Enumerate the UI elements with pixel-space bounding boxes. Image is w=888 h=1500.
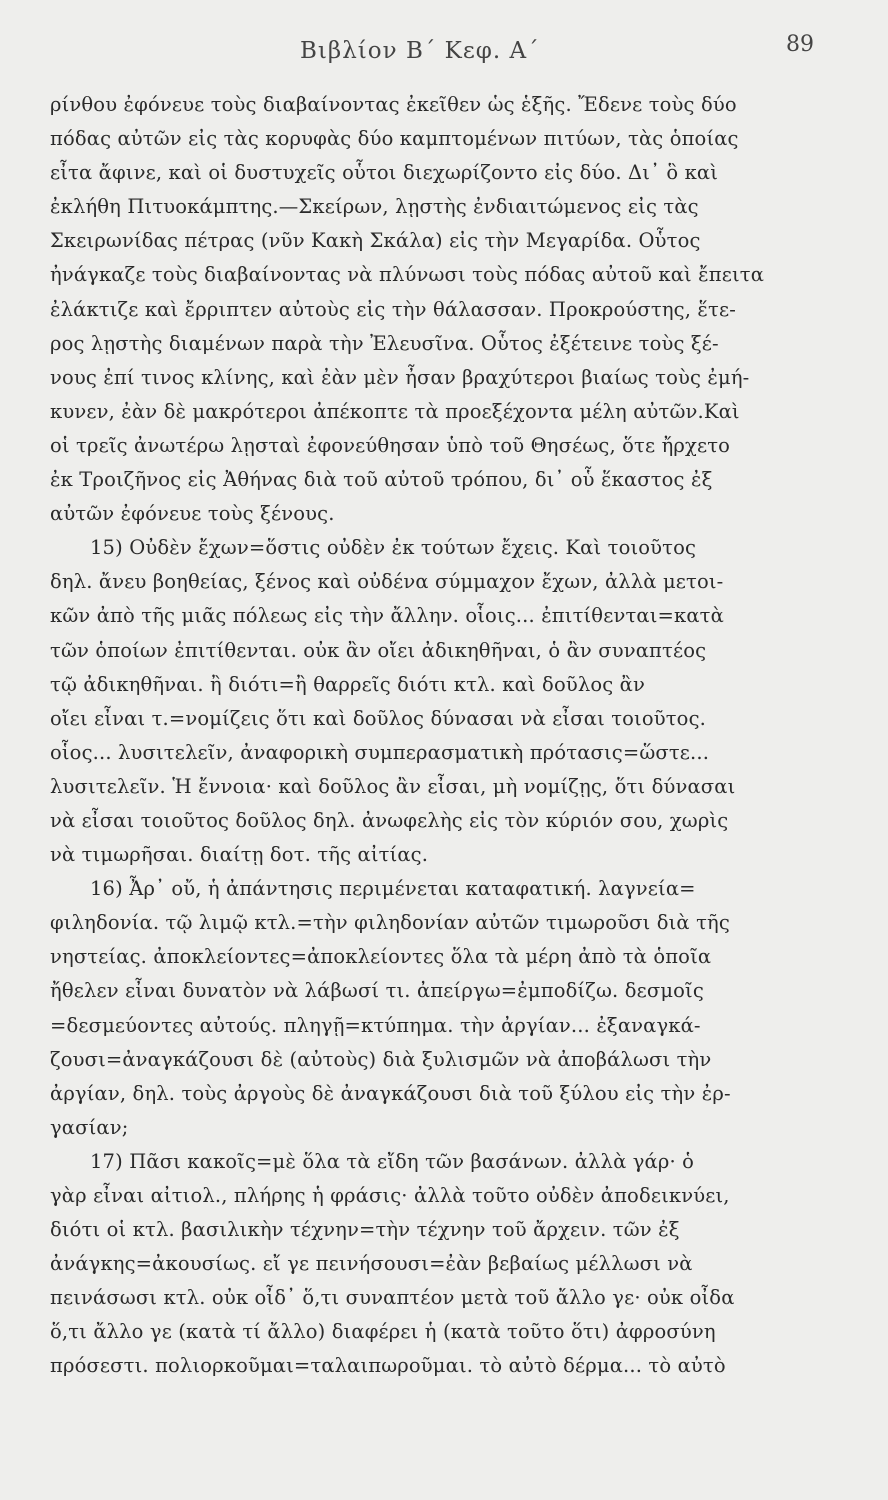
text-line: ἐκλήθη Πιτυοκάμπτης.—Σκείρων, λῃστὴς ἐνδιαιτώμενος εἰς τὰς xyxy=(50,195,699,219)
running-header xyxy=(0,30,888,70)
text-line: Σκειρωνίδας πέτρας (νῦν Κακὴ Σκάλα) εἰς τὴν Μεγαρίδα. Οὗτος xyxy=(50,229,701,253)
text-line: τῷ ἀδικηθῆναι. ἢ διότι=ἢ θαρρεῖς διότι κτλ. καὶ δοῦλος ἂν xyxy=(50,672,645,696)
text-line: ἐλάκτιζε καὶ ἔρριπτεν αὐτοὺς εἰς τὴν θάλασσαν. Προκρούστης, ἕτε- xyxy=(50,297,736,321)
text-line: ἀργίαν, δηλ. τοὺς ἀργοὺς δὲ ἀναγκάζουσι διὰ τοῦ ξύλου εἰς τὴν ἐρ- xyxy=(50,1081,731,1105)
text-line: ζουσι=ἀναγκάζουσι δὲ (αὐτοὺς) διὰ ξυλισμῶν νὰ ἀποβάλωσι τὴν xyxy=(50,1047,712,1071)
text-line: ἠνάγκαζε τοὺς διαβαίνοντας νὰ πλύνωσι τοὺς πόδας αὐτοῦ καὶ ἔπειτα xyxy=(50,263,765,287)
text-line: νηστείας. ἀποκλείοντες=ἀποκλείοντες ὅλα τὰ μέρη ἀπὸ τὰ ὁποῖα xyxy=(50,945,712,969)
text-line: 16) Ἆρ᾽ οὔ, ἡ ἀπάντησις περιμένεται καταφατική. λαγνεία= xyxy=(90,877,696,901)
text-line: πεινάσωσι κτλ. οὐκ οἶδ᾽ ὅ,τι συναπτέον μετὰ τοῦ ἄλλο γε· οὐκ οἶδα xyxy=(50,1286,735,1310)
text-line: νὰ εἶσαι τοιοῦτος δοῦλος δηλ. ἀνωφελὴς εἰς τὸν κύριόν σου, χωρὶς xyxy=(50,808,729,832)
text-line: ἤθελεν εἶναι δυνατὸν νὰ λάβωσί τι. ἀπείργω=ἐμποδίζω. δεσμοῖς xyxy=(50,979,704,1003)
header-title: Βιβλίον Β΄ Κεφ. Α΄ xyxy=(300,38,540,64)
text-line: εἶτα ἄφινε, καὶ οἱ δυστυχεῖς οὗτοι διεχωρίζοντο εἰς δύο. Δι᾽ ὃ καὶ xyxy=(50,161,719,185)
text-line: κῶν ἀπὸ τῆς μιᾶς πόλεως εἰς τὴν ἄλλην. οἷοις... ἐπιτίθενται=κατὰ xyxy=(50,604,724,628)
text-line: κυνεν, ἐὰν δὲ μακρότεροι ἀπέκοπτε τὰ προεξέχοντα μέλη αὐτῶν.Καὶ xyxy=(50,399,740,423)
text-line: οἷος... λυσιτελεῖν, ἀναφορικὴ συμπερασματικὴ πρότασις=ὥστε... xyxy=(50,740,710,764)
text-line: 15) Οὐδὲν ἔχων=ὅστις οὐδὲν ἐκ τούτων ἔχεις. Καὶ τοιοῦτος xyxy=(90,536,697,560)
text-line: ὅ,τι ἄλλο γε (κατὰ τί ἄλλο) διαφέρει ἡ (κατὰ τοῦτο ὅτι) ἀφροσύνη xyxy=(50,1320,716,1344)
text-line: ἐκ Τροιζῆνος εἰς Ἀθήνας διὰ τοῦ αὐτοῦ τρόπου, δι᾽ οὗ ἕκαστος ἐξ xyxy=(50,468,713,492)
text-line: οἴει εἶναι τ.=νομίζεις ὅτι καὶ δοῦλος δύνασαι νὰ εἶσαι τοιοῦτος. xyxy=(50,706,706,730)
text-line: φιληδονία. τῷ λιμῷ κτλ.=τὴν φιληδονίαν αὐτῶν τιμωροῦσι διὰ τῆς xyxy=(50,911,730,935)
text-line: δηλ. ἄνευ βοηθείας, ξένος καὶ οὐδένα σύμμαχον ἔχων, ἀλλὰ μετοι- xyxy=(50,570,724,594)
text-line: πόδας αὐτῶν εἰς τὰς κορυφὰς δύο καμπτομένων πιτύων, τὰς ὁποίας xyxy=(50,127,739,151)
commentary-text xyxy=(50,88,830,1384)
text-line: ἀνάγκης=ἀκουσίως. εἴ γε πεινήσουσι=ἐὰν βεβαίως μέλλωσι νὰ xyxy=(50,1252,693,1276)
text-line: νους ἐπί τινος κλίνης, καὶ ἐὰν μὲν ἦσαν βραχύτεροι βιαίως τοὺς ἐμή- xyxy=(50,365,750,389)
text-line: γὰρ εἶναι αἰτιολ., πλήρης ἡ φράσις· ἀλλὰ τοῦτο οὐδὲν ἀποδεικνύει, xyxy=(50,1184,730,1207)
text-line: αὐτῶν ἐφόνευε τοὺς ξένους. xyxy=(50,502,335,526)
text-line: =δεσμεύοντες αὐτούς. πληγῇ=κτύπημα. τὴν ἀργίαν... ἐξαναγκά- xyxy=(50,1013,701,1037)
text-line: ρος λῃστὴς διαμένων παρὰ τὴν Ἐλευσῖνα. Οὗτος ἐξέτεινε τοὺς ξέ- xyxy=(50,331,719,355)
text-line: λυσιτελεῖν. Ἡ ἔννοια· καὶ δοῦλος ἂν εἶσαι, μὴ νομίζῃς, ὅτι δύνασαι xyxy=(50,774,736,798)
text-line: νὰ τιμωρῆσαι. διαίτῃ δοτ. τῆς αἰτίας. xyxy=(50,843,429,867)
text-line: οἱ τρεῖς ἀνωτέρω λῃσταὶ ἐφονεύθησαν ὑπὸ τοῦ Θησέως, ὅτε ἤρχετο xyxy=(50,433,731,457)
text-line: 17) Πᾶσι κακοῖς=μὲ ὅλα τὰ εἴδη τῶν βασάνων. ἀλλὰ γάρ· ὁ xyxy=(90,1149,695,1173)
text-line: διότι οἱ κτλ. βασιλικὴν τέχνην=τὴν τέχνην τοῦ ἄρχειν. τῶν ἐξ xyxy=(50,1218,680,1242)
text-line: τῶν ὁποίων ἐπιτίθενται. οὐκ ἂν οἴει ἀδικηθῆναι, ὁ ἂν συναπτέος xyxy=(50,638,707,662)
text-line: γασίαν; xyxy=(50,1115,129,1139)
text-line: πρόσεστι. πολιορκοῦμαι=ταλαιπωροῦμαι. τὸ αὐτὸ δέρμα... τὸ αὐτὸ xyxy=(50,1354,726,1378)
text-line: ρίνθου ἐφόνευε τοὺς διαβαίνοντας ἐκεῖθεν ὡς ἑξῆς. Ἔδενε τοὺς δύο xyxy=(50,93,737,116)
page-number: 89 xyxy=(786,32,814,57)
